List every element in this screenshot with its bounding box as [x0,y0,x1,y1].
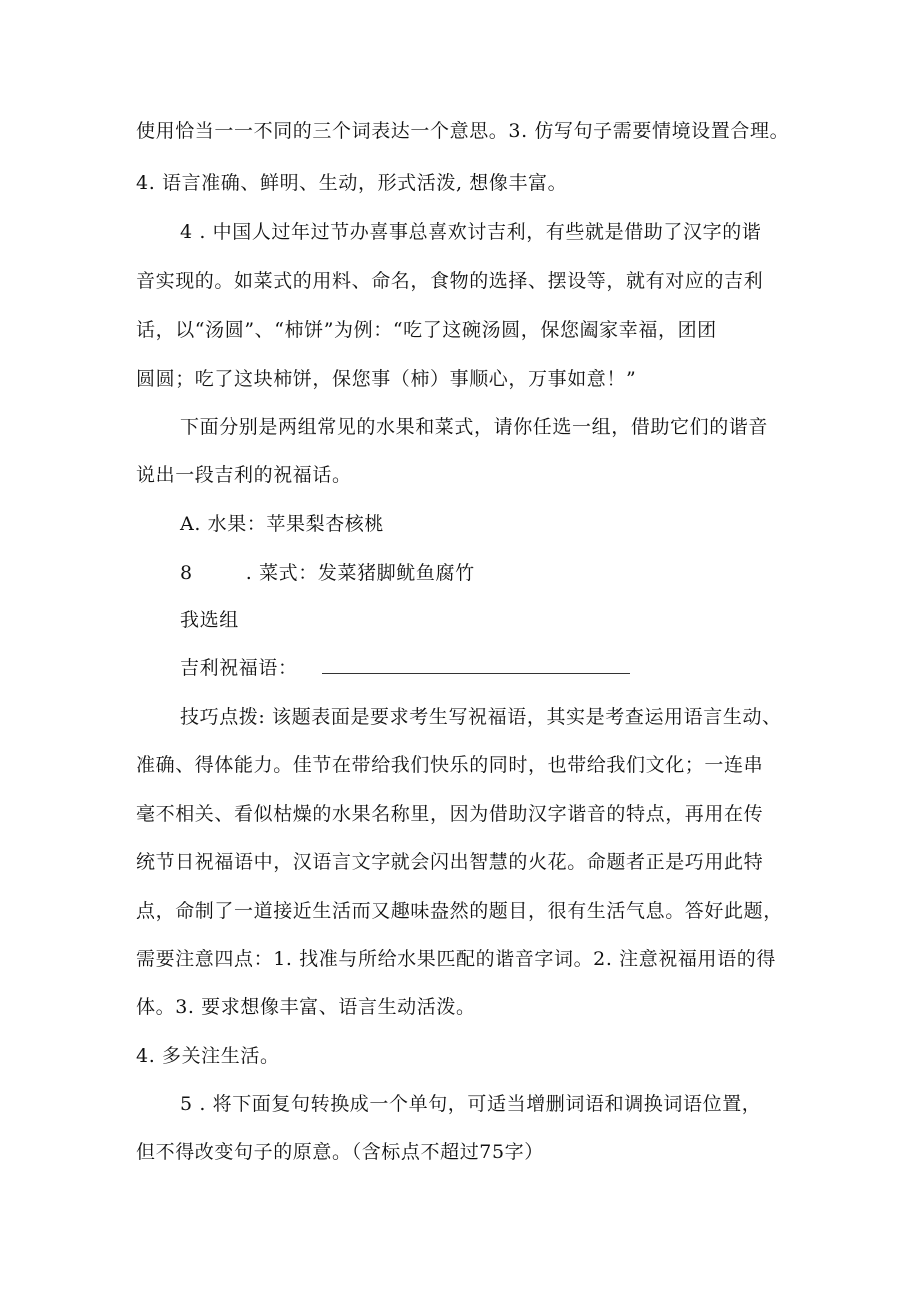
text-line: 话，以“汤圆”、“柿饼”为例：“吃了这碗汤圆，保您阖家幸福，团团 [136,319,717,341]
text-line: 说出一段吉利的祝福话。 [136,464,352,486]
text-line: 4. 多关注生活。 [136,1045,280,1067]
blessing-answer-row [180,655,630,681]
text-line: 4. 语言准确、鲜明、生动，形式活泼, 想像丰富。 [136,172,568,194]
text-line: 音实现的。如菜式的用料、命名，食物的选择、摆设等，就有对应的吉利 [136,270,764,292]
question-4-line: 4 . 中国人过年过节办喜事总喜欢讨吉利，有些就是借助了汉字的谐 [180,221,762,243]
text-line: 但不得改变句子的原意。（含标点不超过75字） [136,1141,544,1163]
text-line: 下面分别是两组常见的水果和菜式，请你任选一组，借助它们的谐音 [180,416,769,438]
tips-line: 技巧点拨: 该题表面是要求考生写祝福语，其实是考查运用语言生动、 [180,706,782,728]
text-line: 需要注意四点：1. 找准与所给水果匹配的谐音字词。2. 注意祝福用语的得 [136,948,776,970]
text-line: 点，命制了一道接近生活而又趣味盎然的题目，很有生活气息。答好此题， [136,900,783,922]
text-line: 圆圆；吃了这块柿饼，保您事（柿）事顺心，万事如意！” [136,368,637,390]
choice-label: 我选组 [180,609,239,631]
text-line: 使用恰当一一不同的三个词表达一个意思。3. 仿写句子需要情境设置合理。 [136,120,790,142]
blessing-label: 吉利祝福语： [180,657,298,679]
text-line: 毫不相关、看似枯燥的水果名称里，因为借助汉字谐音的特点，再用在传 [136,803,764,825]
option-a: A. 水果：苹果梨杏核桃 [180,513,385,535]
text-line: 统节日祝福语中，汉语言文字就会闪出智慧的火花。命题者正是巧用此特 [136,851,764,873]
question-5-line: 5 . 将下面复句转换成一个单句，可适当增删词语和调换词语位置， [180,1093,762,1115]
option-b: 8 . 菜式：发菜猪脚鱿鱼腐竹 [180,562,475,584]
text-line: 准确、得体能力。佳节在带给我们快乐的同时，也带给我们文化；一连串 [136,754,764,776]
text-line: 体。3. 要求想像丰富、语言生动活泼。 [136,996,476,1018]
answer-blank[interactable] [322,655,630,674]
